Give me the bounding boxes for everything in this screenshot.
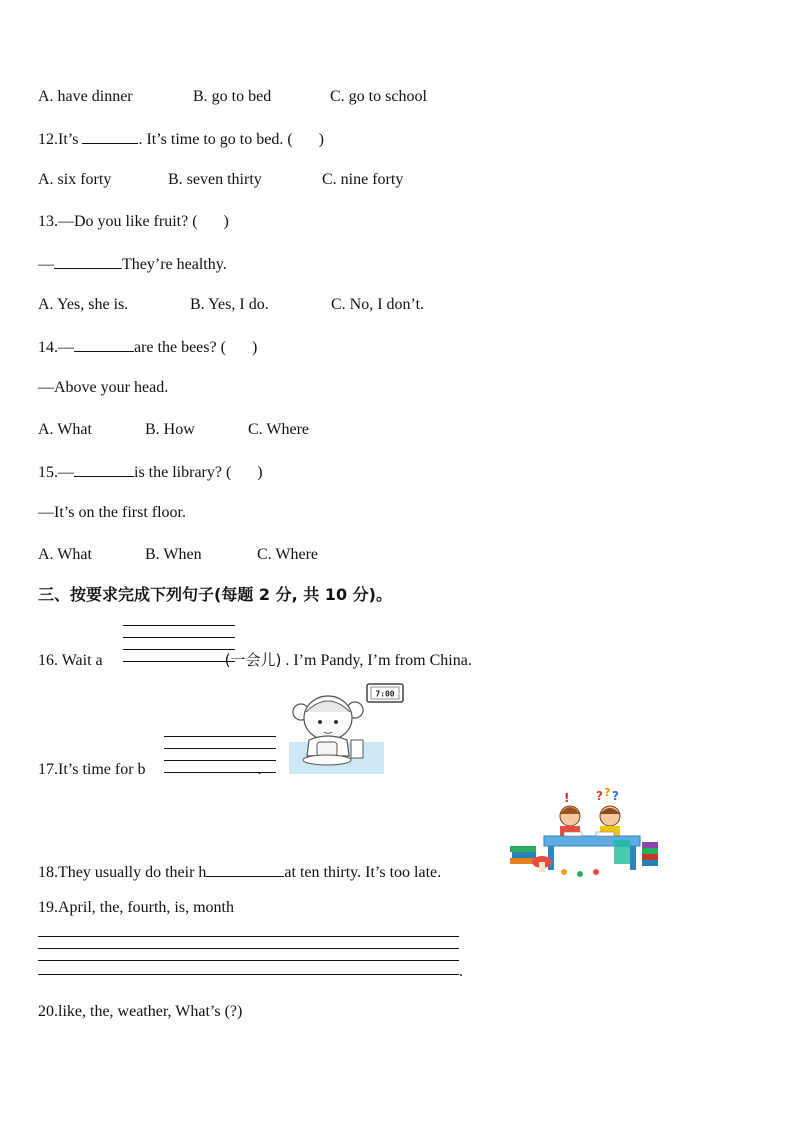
option-a[interactable]: A. What <box>38 421 92 438</box>
clock-time: 7:00 <box>375 689 395 699</box>
q18-stem <box>38 862 441 883</box>
q14-stem-a: 14.— <box>38 339 74 356</box>
option-c[interactable]: C. No, I don’t. <box>331 296 425 313</box>
q15-stem-b: is the library? ( <box>134 464 232 481</box>
q14-paren-close: ) <box>251 339 258 356</box>
q13-reply-text: They’re healthy. <box>122 256 227 273</box>
q12-options <box>38 170 403 190</box>
q13-reply-dash: — <box>38 256 54 273</box>
breakfast-girl-picture <box>287 682 407 776</box>
section-3-heading: 三、按要求完成下列句子(每题 2 分, 共 10 分)。 <box>38 585 392 604</box>
q19-stem: 19.April, the, fourth, is, month <box>38 899 234 916</box>
q13-answer-blank[interactable] <box>54 254 122 269</box>
question-mark-icon: ? <box>612 789 619 803</box>
q14-options <box>38 420 309 440</box>
question-mark-icon: ? <box>604 786 611 799</box>
option-a[interactable]: A. Yes, she is. <box>38 296 129 313</box>
q12-answer-blank[interactable] <box>82 129 138 144</box>
writing-line <box>123 625 235 626</box>
q15-answer-blank[interactable] <box>74 462 134 477</box>
option-b[interactable]: B. seven thirty <box>168 171 262 188</box>
option-b[interactable]: B. How <box>145 421 195 438</box>
q12-stem-a: 12.It’s <box>38 131 79 148</box>
q14-stem-b: are the bees? ( <box>134 339 226 356</box>
exclamation-icon: ! <box>564 791 570 805</box>
q13-stem-text: 13.—Do you like fruit? ( <box>38 213 198 230</box>
q16-hint: (一会儿) <box>224 651 282 669</box>
q18-stem-a: 18.They usually do their h <box>38 864 207 881</box>
q18-stem-b: at ten thirty. It’s too late. <box>284 864 442 881</box>
breakfast-girl-illustration <box>287 682 407 776</box>
q13-options <box>38 295 424 315</box>
writing-line <box>38 948 459 949</box>
q15-reply: —It’s on the first floor. <box>38 504 186 521</box>
q16-stem-a: 16. Wait a <box>38 652 103 669</box>
q16-stem-b: . I’m Pandy, I’m from China. <box>285 652 472 669</box>
q11-options <box>38 87 427 107</box>
homework-kids-picture <box>504 784 660 878</box>
q17-stem-a: 17.It’s time for b <box>38 761 146 778</box>
q16-stem <box>38 650 472 671</box>
writing-line <box>123 637 235 638</box>
option-c[interactable]: C. nine forty <box>322 171 404 188</box>
writing-line <box>38 960 459 961</box>
q15-options <box>38 545 318 565</box>
option-b[interactable]: B. Yes, I do. <box>190 296 269 313</box>
option-c[interactable]: C. go to school <box>330 88 427 105</box>
q19-answer-line[interactable] <box>38 974 459 975</box>
q20-stem: 20.like, the, weather, What’s (?) <box>38 1003 243 1020</box>
q15-paren-close: ) <box>257 464 263 481</box>
q17-period: . <box>257 761 262 778</box>
q12-stem-b: . It’s time to go to bed. ( <box>138 131 293 148</box>
q12-stem <box>38 129 324 150</box>
option-c[interactable]: C. Where <box>257 546 319 563</box>
option-b[interactable]: B. go to bed <box>193 88 272 105</box>
q15-stem-a: 15.— <box>38 464 74 481</box>
option-b[interactable]: B. When <box>145 546 202 563</box>
q18-answer-blank[interactable] <box>206 862 284 877</box>
q17-stem <box>38 760 262 780</box>
writing-line <box>164 748 276 749</box>
q15-stem <box>38 462 263 483</box>
q13-paren-close: ) <box>223 213 229 230</box>
option-a[interactable]: A. What <box>38 546 92 563</box>
writing-line <box>164 736 276 737</box>
question-mark-icon: ? <box>596 789 603 803</box>
option-a[interactable]: A. have dinner <box>38 88 133 105</box>
q19-period: . <box>459 963 463 980</box>
q12-paren-close: ) <box>318 131 324 148</box>
option-c[interactable]: C. Where <box>248 421 310 438</box>
writing-line <box>38 936 459 937</box>
q13-stem <box>38 212 229 232</box>
homework-kids-illustration <box>504 784 660 878</box>
q14-stem <box>38 337 257 358</box>
q14-reply: —Above your head. <box>38 379 169 396</box>
q13-reply <box>38 254 227 275</box>
q14-answer-blank[interactable] <box>74 337 134 352</box>
option-a[interactable]: A. six forty <box>38 171 112 188</box>
